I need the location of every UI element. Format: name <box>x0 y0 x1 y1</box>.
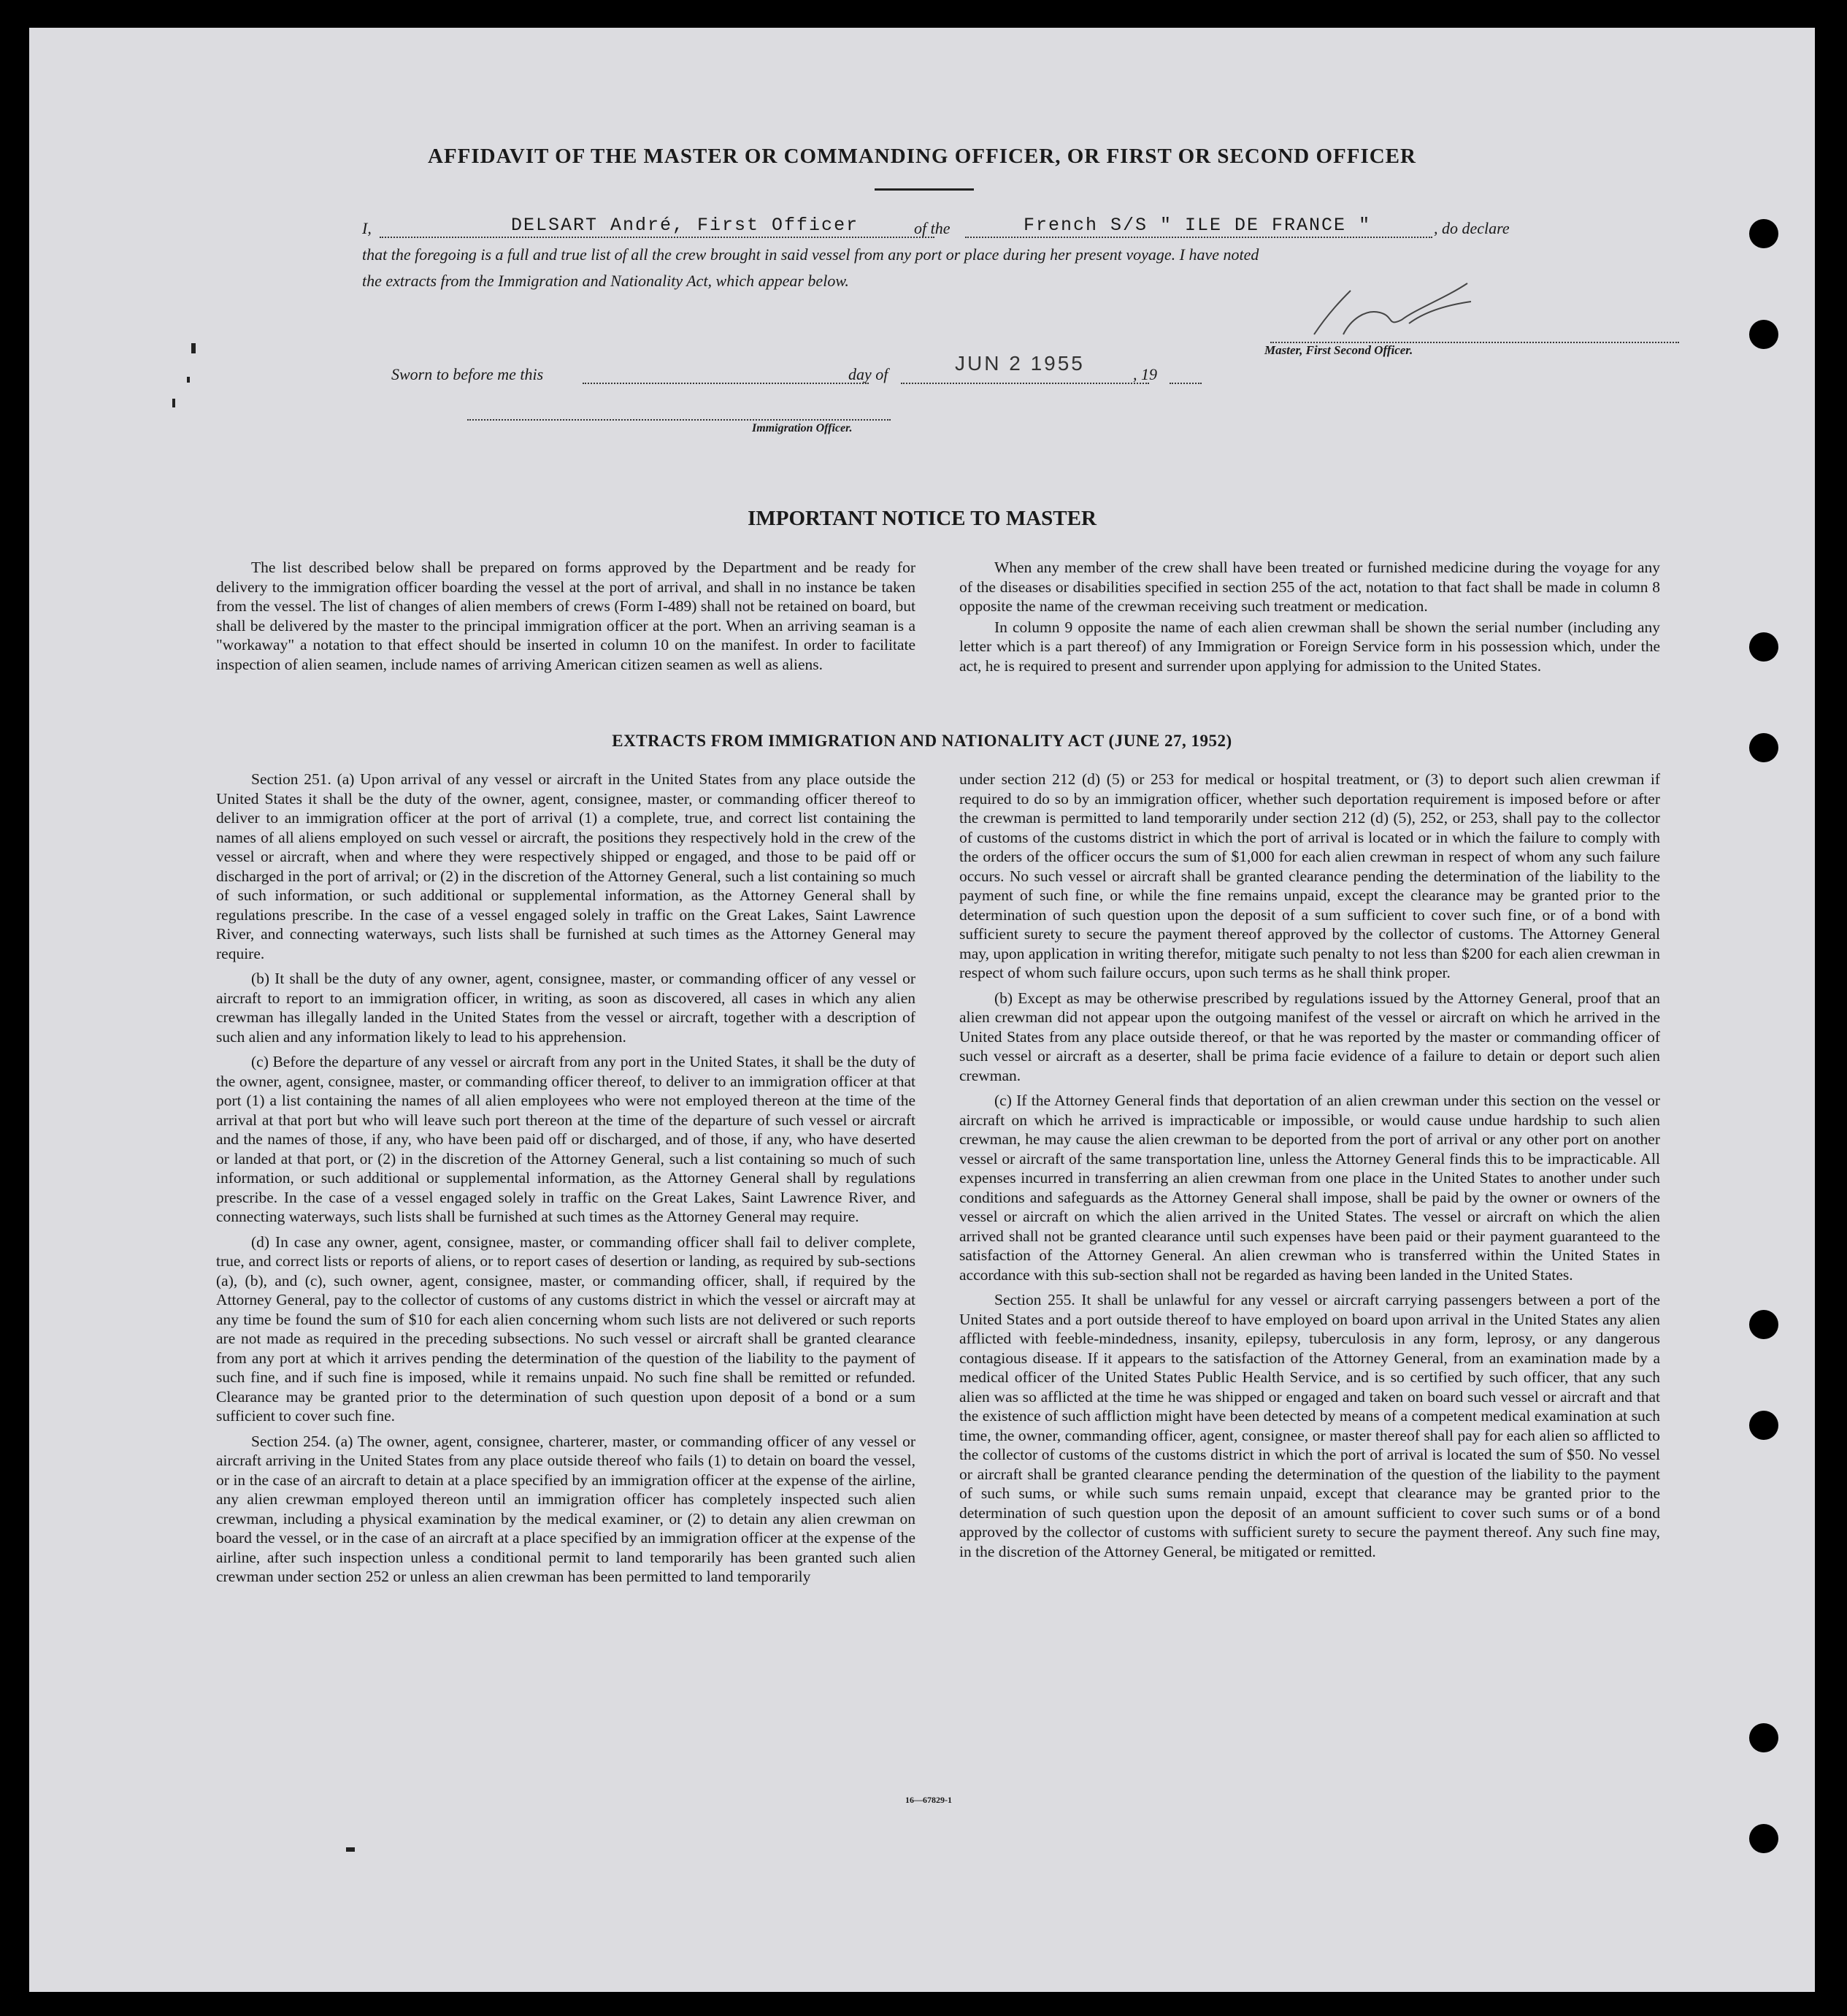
form-number: 16—67829-1 <box>905 1795 952 1805</box>
notice-left-paragraph: The list described below shall be prepared on forms approved by the Department and be ready for delivery to the immigration officer boarding the vessel at the port of arrival, and shall in no instance be taken from the vessel. The list of changes of alien members of crews (Form I-489) shall not be retained on board, but shall be delivered by the master to the principal immigration officer at the port. When an arriving seaman is a "workaway" a notation to that effect should be inserted in column 10 on the manifest. In order to facilitate inspection of alien seamen, include names of arriving American citizen seamen as well as aliens. <box>216 559 915 673</box>
notice-title: IMPORTANT NOTICE TO MASTER <box>748 507 1097 530</box>
punch-hole <box>1749 1310 1778 1339</box>
declaration-line-3: the extracts from the Immigration and Nationality Act, which appear below. <box>362 272 849 290</box>
punch-hole <box>1749 1411 1778 1440</box>
day-of-label: day of <box>848 365 888 383</box>
notice-right-paragraph-1: When any member of the crew shall have been treated or furnished medicine during the voyage for any of the diseases or disabilities specified in section 255 of the act, notation to that fact shall be made in column 8 opposite the name of the crewman receiving such treatment or medication. <box>959 559 1660 615</box>
vessel-field: French S/S " ILE DE FRANCE " <box>1024 215 1372 236</box>
extract-section-254a-cont: under section 212 (d) (5) or 253 for medical or hospital treatment, or (3) to deport such alien crewman if required to do so by an immigration officer, whether such deportation requirement is imposed before or after the crewman is permitted to land temporarily under section 212 (d) (5), 252, or 253, shall pay to the collector of customs of the customs district in which the port of arrival is located or in which the failure to comply with the orders of the officer occurs the sum of $1,000 for each alien crewman in respect of whom any such failure occurs. No such vessel or aircraft shall be granted clearance pending the determination of the liability to the payment of such fine, or while the fine remains unpaid, except the clearance may be granted prior to the determination of such question upon the deposit of a sum sufficient to cover such fine, or of a bond with sufficient surety to secure the payment thereof approved by the collector of customs. The Attorney General may, upon application in writing therefor, mitigate such penalty to not less than $200 for each alien crewman in respect of whom such failure occurs, upon such terms as he shall think proper. <box>959 770 1660 981</box>
notice-right-paragraph-2: In column 9 opposite the name of each alien crewman shall be shown the serial number (including any letter which is a part thereof) of any Immigration or Foreign Service form in his possession which, under the act, he is required to present and surrender upon applying for admission to the United States. <box>959 618 1660 675</box>
of-the-label: of the <box>914 219 951 237</box>
officer-name-field: DELSART André, First Officer <box>511 215 859 236</box>
officer-signature <box>1299 269 1475 349</box>
extract-section-254a: Section 254. (a) The owner, agent, consignee, charterer, master, or commanding officer of any vessel or aircraft arriving in the United States from any place outside thereof who fails (1) to detain on board the vessel, or in the case of an aircraft to detain at a place specified by an immigration officer at the expense of the airline, any alien crewman employed thereon until an immigration officer has completely inspected such alien crewman, including a physical examination by the medical examiner, or (2) to detain any alien crewman on board the vessel, or in the case of an aircraft at a place specified by an immigration officer at the expense of the airline, after such inspection unless a conditional permit to land temporarily has been granted such alien crewman under section 252 or unless an alien crewman has been permitted to land temporarily <box>216 1432 915 1585</box>
document-page <box>29 28 1815 1992</box>
affidavit-title: AFFIDAVIT OF THE MASTER OR COMMANDING OFFICER, OR FIRST OR SECOND OFFICER <box>428 145 1416 168</box>
punch-hole <box>1749 1824 1778 1853</box>
extract-section-254b: (b) Except as may be otherwise prescribed by regulations issued by the Attorney General, proof that an alien crewman did not appear upon the outgoing manifest of the vessel or aircraft on which he arrived in the United States from any place outside thereof, or that he was reported by the master or commanding officer of such vessel or aircraft as a deserter, shall be prima facie evidence of a failure to detain or deport such alien crewman. <box>959 989 1660 1084</box>
extract-section-255: Section 255. It shall be unlawful for any vessel or aircraft carrying passengers between a port of the United States and a port outside thereof to have employed on board upon arrival in the United States any alien afflicted with feeble-mindedness, insanity, epilepsy, tuberculosis in any form, leprosy, or any dangerous contagious disease. If it appears to the satisfaction of the Attorney General, from an examination made by a medical officer of the United States Public Health Service, and is so certified by such officer, that any such alien was so afflicted at the time he was shipped or engaged and taken on board such vessel or aircraft and that the existence of such affliction might have been detected by means of a competent medical examination at such time, the owner, commanding officer, agent, consignee, or master thereof shall pay for each alien so afflicted to the collector of customs of the customs district in which the port of arrival is located the sum of $50. No vessel or aircraft shall be granted clearance pending the determination of the question of the liability to the payment of such sums, or while such sums remain unpaid, except that clearance may be granted prior to the determination of such question upon the deposit of an amount sufficient to cover such sums or of a bond approved by the collector of customs with sufficient surety to secure the payment thereof. Any such fine may, in the discretion of the Attorney General, be mitigated or remitted. <box>959 1291 1660 1560</box>
extract-section-251c: (c) Before the departure of any vessel or aircraft from any port in the United States, it shall be the duty of the owner, agent, consignee, master, or commanding officer thereof, to deliver to an immigration officer at that port (1) a list containing the names of all alien employees who were not employed thereon at the time of the arrival at that port but who will leave such port thereon at the time of the departure of such vessel or aircraft and the names of those, if any, who have been paid off or discharged, and of those, if any, who have deserted or landed at that port, or (2) in the discretion of the Attorney General, such a list containing so much of such information, or such additional or supplemental information, as the Attorney General shall by regulations prescribe. In the case of a vessel engaged solely in traffic on the Great Lakes, Saint Lawrence River, and connecting waterways, such lists shall be furnished at such times as the Attorney General may require. <box>216 1053 915 1225</box>
extract-section-251b: (b) It shall be the duty of any owner, agent, consignee, master, or commanding officer of any vessel or aircraft to report to an immigration officer, in writing, as soon as discovered, all cases in which any alien crewman has illegally landed in the United States from the vessel or aircraft, together with a description of such alien and any information likely to lead to his apprehension. <box>216 970 915 1046</box>
date-stamp: JUN 2 1955 <box>955 352 1085 375</box>
extracts-right-column <box>959 770 1660 1567</box>
sworn-label: Sworn to before me this <box>391 365 544 383</box>
i-label: I, <box>362 219 372 237</box>
extract-section-254c: (c) If the Attorney General finds that deportation of an alien crewman under this section on the vessel or aircraft on which he arrived is impracticable or impossible, or would cause undue hardship to such alien crewman, he may cause the alien crewman to be deported from the port of arrival or any other port on another vessel or aircraft of the same transportation line, unless the Attorney General finds this to be impracticable. All expenses incurred in transferring an alien crewman from one place in the United States to another under such conditions and safeguards as the Attorney General shall impose, shall be paid by the owner or owners of the vessel or aircraft on which the alien arrived in the United States. The vessel or aircraft on which the alien arrived shall not be granted clearance until such expenses have been paid or their payment guaranteed to the satisfaction of the Attorney General. An alien crewman who is transferred within the United States in accordance with this sub-section shall not be regarded as having been landed in the United States. <box>959 1092 1660 1284</box>
year-label: , 19 <box>1133 365 1157 383</box>
punch-hole <box>1749 320 1778 349</box>
extract-section-251d: (d) In case any owner, agent, consignee, master, or commanding officer shall fail to deliver complete, true, and correct lists or reports of aliens, or to report cases of desertion or landing, as required by sub-sections (a), (b), and (c), such owner, agent, consignee, master, or commanding officer, shall, if required by the Attorney General, pay to the collector of customs of any customs district in which the vessel or aircraft may at any time be found the sum of $10 for each alien concerning whom such lists are not delivered or such reports are not made as required in the preceding subsections. No such vessel or aircraft shall be granted clearance from any port at which it arrives pending the determination of the question of the liability to the payment of such fine, and if such fine is imposed, while it remains unpaid. No such fine shall be remitted or refunded. Clearance may be granted prior to the determination of such question upon deposit of a bond or a sum sufficient to cover such fine. <box>216 1233 915 1425</box>
declaration-line-2: that the foregoing is a full and true list of all the crew brought in said vessel from any port or place during her present voyage. I have noted <box>362 245 1259 264</box>
immigration-officer-caption: Immigration Officer. <box>752 422 853 434</box>
signature-caption: Master, First Second Officer. <box>1264 343 1413 357</box>
extract-section-251a: Section 251. (a) Upon arrival of any vessel or aircraft in the United States from any place outside the United States it shall be the duty of the owner, agent, consignee, master, or commanding officer thereof to deliver to an immigration officer at the port of arrival (1) a complete, true, and correct list containing the names of all aliens employed on such vessel or aircraft, the positions they respectively hold in the crew of the vessel or aircraft, when and where they were respectively shipped or engaged, and those to be paid off or discharged in the port of arrival; or (2) in the discretion of the Attorney General, such a list containing so much of such information, or such additional or supplemental information, as the Attorney General shall by regulations prescribe. In the case of a vessel engaged solely in traffic on the Great Lakes, Saint Lawrence River, and connecting waterways, such lists shall be furnished at such times as the Attorney General may require. <box>216 770 915 962</box>
extracts-title: EXTRACTS FROM IMMIGRATION AND NATIONALITY ACT (JUNE 27, 1952) <box>612 732 1232 750</box>
do-declare-label: , do declare <box>1434 219 1510 237</box>
punch-hole <box>1749 1723 1778 1752</box>
punch-hole <box>1749 632 1778 662</box>
punch-hole <box>1749 733 1778 762</box>
notice-left-column <box>216 558 915 680</box>
title-rule <box>875 188 974 191</box>
punch-hole <box>1749 219 1778 248</box>
notice-right-column <box>959 558 1660 681</box>
extracts-left-column <box>216 770 915 1593</box>
